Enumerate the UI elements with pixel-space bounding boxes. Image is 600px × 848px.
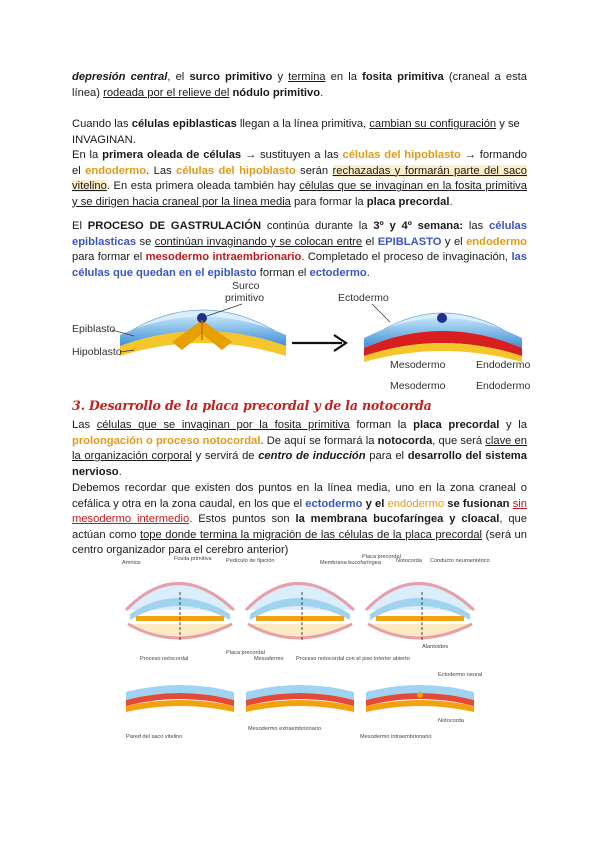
label-membrana: Membrana bucofaríngea: [320, 560, 381, 566]
stage-1-illustration: [126, 584, 234, 641]
label-endodermo: Endodermo: [476, 359, 531, 371]
stage-2-illustration: [246, 584, 354, 641]
label-notocorda-bot: Notocorda: [438, 718, 464, 724]
stage-3-illustration: [366, 584, 474, 641]
label-mesodermo-fig2: Mesodermo: [254, 656, 284, 662]
label-notocorda-top: Notocorda: [396, 558, 422, 564]
label-mesodermo-text: Mesodermo: [390, 380, 446, 392]
notochord-figure: [122, 552, 490, 748]
paragraph-placa-precordal: Las células que se invaginan por la fosita primitiva forman la placa precordal y la prolongación o proceso notocordal. De aquí se formará la notocorda, que será clave en la organización corporal y servirá de centro de inducción para el desarrollo del sistema nervioso.: [72, 419, 527, 478]
embryo-before-illustration: [120, 310, 286, 356]
label-conducto: Conducto neuroentérico: [430, 558, 490, 564]
gastrulation-figure: [72, 280, 527, 370]
arrow-right-icon: [292, 335, 346, 351]
label-primitivo: primitivo: [225, 292, 265, 304]
paragraph-membranas: Debemos recordar que existen dos puntos en la línea media, uno en la zona craneal o cefálica y otra en la zona caudal, en los que el ectodermo y el endodermo se fusionan sin mesodermo intermedio. Estos puntos son la membrana bucofaríngea y cloacal, que actúan como tope donde termina la migración de las células de la placa precordal (será un centro organizador para el cerebro anterior): [72, 482, 528, 557]
paragraph-fosita: depresión central, el surco primitivo y termina en la fosita primitiva (craneal a esta línea) rodeada por el relieve del nódulo primitivo.: [72, 71, 527, 99]
label-placa-mid: Placa precordal: [226, 650, 265, 656]
label-meso-extra: Mesodermo extraembrionario: [248, 726, 322, 732]
label-pediculo: Pedículo de fijación: [226, 558, 275, 564]
paragraph-invaginan: Cuando las células epiblasticas llegan a la línea primitiva, cambian su configuración y se INVAGINAN.: [72, 118, 520, 146]
embryo-after-illustration: [364, 313, 522, 362]
label-alantoides: Alantoides: [422, 644, 449, 650]
label-hipoblasto: Hipoblasto: [72, 346, 122, 358]
label-mesodermo: Mesodermo: [390, 359, 446, 371]
label-placa-top: Placa precordal: [362, 554, 401, 560]
figure1-bottom-labels: [72, 359, 531, 388]
cross-section-row-illustration: [126, 685, 474, 712]
label-fosita: Fosita primitiva: [174, 556, 212, 562]
paragraph-primera-oleada: En la primera oleada de células → sustituyen a las células del hipoblasto → formando el endodermo. Las células del hipoblasto serán rechazadas y formarán parte del saco vitelino. En esta primera oleada también hay células que se invaginan en la fosita primitiva y se dirigen hacia craneal por la línea media para formar la placa precordal.: [72, 149, 528, 208]
label-amnios: Amnios: [122, 560, 141, 566]
label-proceso: Proceso notocordal: [140, 656, 189, 662]
label-epiblasto: Epiblasto: [72, 323, 116, 335]
label-proceso-piso: Proceso notocordal con el piso interior abierto: [296, 656, 410, 662]
label-endodermo-text: Endodermo: [476, 380, 531, 392]
label-pared: Pared del saco vitelino: [126, 734, 183, 740]
section-heading: 3. Desarrollo de la placa precordal y de la notocorda: [72, 398, 432, 413]
label-ecto-neural: Ectodermo neural: [438, 672, 483, 678]
label-meso-intra: Mesodermo intraembrionario: [360, 734, 432, 740]
label-surco: Surco: [232, 280, 260, 292]
label-ectodermo: Ectodermo: [338, 292, 389, 304]
paragraph-gastrulacion: El PROCESO DE GASTRULACIÓN continúa durante la 3º y 4º semana: las células epiblasticas se continúan invaginando y se colocan entre el EPIBLASTO y el endodermo para formar el mesodermo intraembrionario. Completado el proceso de invaginación, las células que quedan en el epiblasto forman el ectodermo.: [72, 220, 527, 279]
